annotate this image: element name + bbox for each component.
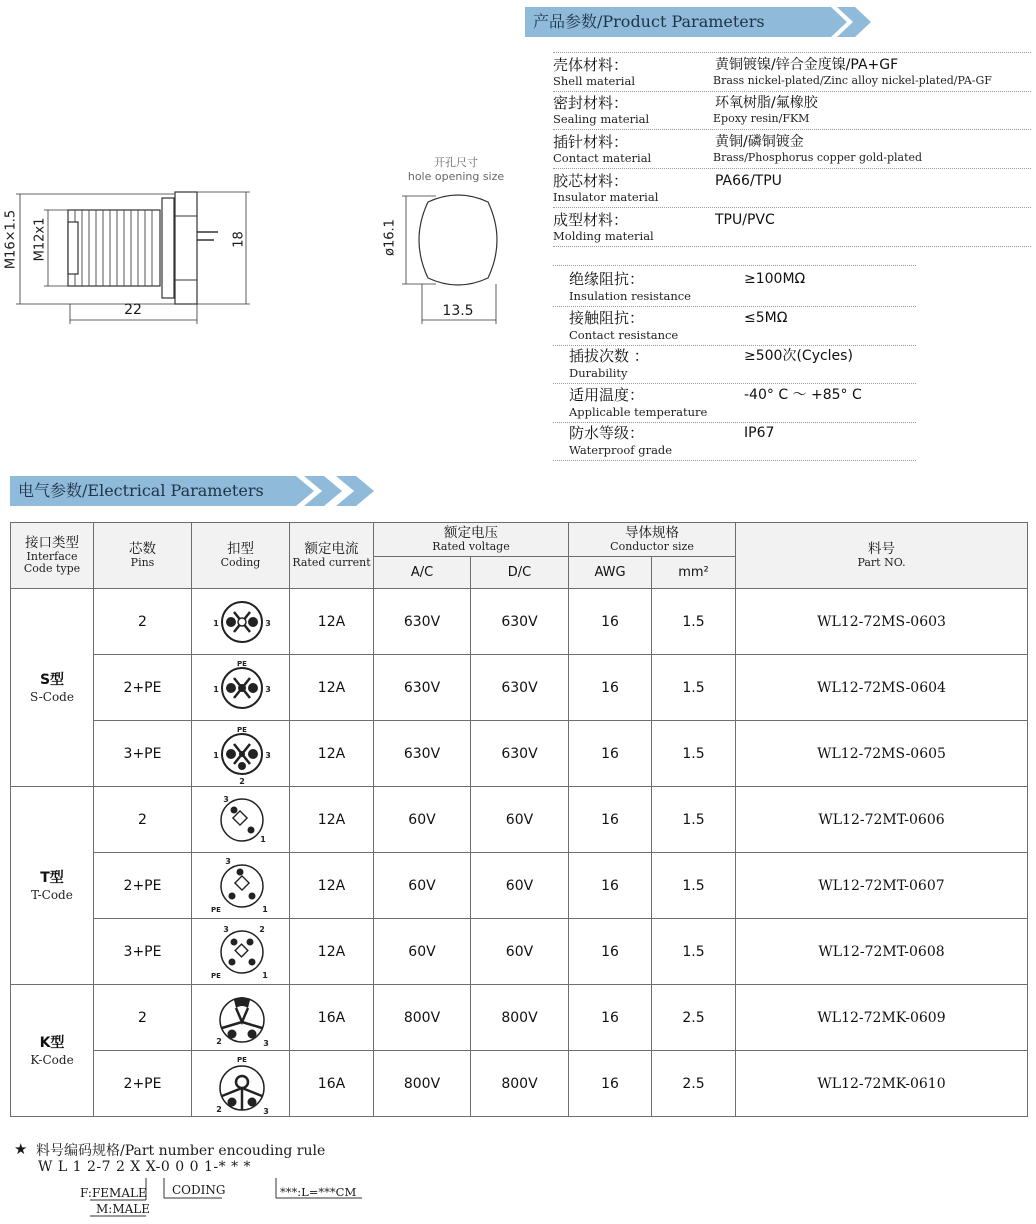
code-type-cn: S型 xyxy=(39,671,65,688)
product-param-label-en: Shell material xyxy=(553,74,635,88)
dim-m12: M12x1 xyxy=(32,217,48,262)
part-no-cell: WL12-72MK-0609 xyxy=(736,985,1028,1051)
coding-pin-icon xyxy=(192,722,292,786)
svg-text:2: 2 xyxy=(259,924,265,934)
electrical-parameters-title: 电气参数/Electrical Parameters xyxy=(18,481,264,500)
product-param-value: 黄铜/磷铜镀金 xyxy=(715,134,804,150)
svg-text:3: 3 xyxy=(223,794,229,804)
mm2-cell: 1.5 xyxy=(652,655,736,721)
svg-text:3: 3 xyxy=(265,750,271,760)
part-no-cell: WL12-72MK-0610 xyxy=(736,1051,1028,1117)
table-row xyxy=(11,721,1028,787)
dc-voltage-cell: 60V xyxy=(471,853,569,919)
ac-voltage-cell: 630V xyxy=(374,721,471,787)
banner-arrows-icon xyxy=(10,476,390,506)
product-param-label-en: Contact material xyxy=(553,151,652,165)
svg-text:2: 2 xyxy=(239,776,245,786)
dc-voltage-cell: 60V xyxy=(471,919,569,985)
code-type-en: K-Code xyxy=(30,1052,74,1067)
svg-text:PE: PE xyxy=(211,905,221,914)
performance-param-label-en: Contact resistance xyxy=(569,328,679,342)
current-cell: 12A xyxy=(290,853,374,919)
interface-type-cell xyxy=(11,787,94,985)
connector-drawing xyxy=(0,180,260,330)
mm2-cell: 2.5 xyxy=(652,985,736,1051)
svg-text:PE: PE xyxy=(237,1055,247,1064)
dc-voltage-cell: 630V xyxy=(471,655,569,721)
svg-text:3: 3 xyxy=(265,618,271,628)
pins-cell: 2+PE xyxy=(94,853,192,919)
current-cell: 12A xyxy=(290,787,374,853)
product-parameters-title: 产品参数/Product Parameters xyxy=(533,12,765,31)
mm2-cell: 1.5 xyxy=(652,853,736,919)
awg-cell: 16 xyxy=(569,589,652,655)
header-part-no: 料号 Part NO. xyxy=(736,523,1028,589)
coding-cell xyxy=(192,919,290,985)
dim-16-1: ø16.1 xyxy=(382,219,398,256)
ac-voltage-cell: 800V xyxy=(374,1051,471,1117)
table-row xyxy=(11,589,1028,655)
coding-cell xyxy=(192,1051,290,1117)
code-type-cn: K型 xyxy=(39,1034,65,1051)
product-param-value-en: Brass/Phosphorus copper gold-plated xyxy=(713,151,923,164)
svg-text:PE: PE xyxy=(237,659,247,668)
encoding-female: F:FEMALE xyxy=(80,1186,147,1200)
product-param-value: PA66/TPU xyxy=(715,173,782,189)
product-parameters-banner xyxy=(525,7,885,37)
header-ac: A/C xyxy=(374,557,471,589)
encoding-rule xyxy=(0,1138,420,1224)
product-param-label: 壳体材料： xyxy=(553,56,629,74)
header-rated-current: 额定电流 Rated current xyxy=(290,523,374,589)
mm2-cell: 1.5 xyxy=(652,919,736,985)
dim-18: 18 xyxy=(231,231,247,248)
svg-text:PE: PE xyxy=(237,725,247,734)
part-no-cell: WL12-72MT-0606 xyxy=(736,787,1028,853)
ac-voltage-cell: 630V xyxy=(374,655,471,721)
encoding-length: ***:L=***CM xyxy=(280,1185,357,1199)
coding-pin-icon xyxy=(192,590,292,654)
dim-13-5: 13.5 xyxy=(442,303,474,319)
awg-cell: 16 xyxy=(569,985,652,1051)
header-mm2: mm² xyxy=(652,557,736,589)
performance-param-value: ≤5MΩ xyxy=(744,310,788,326)
encoding-title: 料号编码规格/Part number encouding rule xyxy=(36,1143,326,1159)
header-dc: D/C xyxy=(471,557,569,589)
pins-cell: 2 xyxy=(94,589,192,655)
product-param-label-en: Insulator material xyxy=(553,190,659,204)
svg-text:2: 2 xyxy=(216,1036,222,1046)
banner-arrows-icon xyxy=(525,7,885,37)
coding-pin-icon xyxy=(192,788,292,852)
interface-type-cell xyxy=(11,985,94,1117)
svg-text:3: 3 xyxy=(263,1038,269,1048)
performance-param-label: 插拔次数 ： xyxy=(569,347,649,365)
performance-param-label: 绝缘阻抗： xyxy=(569,270,645,288)
part-no-cell: WL12-72MS-0603 xyxy=(736,589,1028,655)
ac-voltage-cell: 60V xyxy=(374,853,471,919)
encoding-code: W L 1 2-7 2 X X-0 0 0 1-* * * xyxy=(38,1159,252,1175)
coding-pin-icon xyxy=(192,854,292,918)
performance-param-label-en: Durability xyxy=(569,366,628,380)
interface-type-cell xyxy=(11,589,94,787)
header-conductor-size: 导体规格 Conductor size xyxy=(569,523,736,557)
product-param-label: 胶芯材料： xyxy=(553,172,629,190)
product-param-label: 成型材料： xyxy=(553,211,629,229)
svg-text:1: 1 xyxy=(260,834,266,844)
table-row xyxy=(11,1051,1028,1117)
product-param-value: 黄铜镀镍/锌合金度镍/PA+GF xyxy=(715,57,899,73)
electrical-parameters-banner xyxy=(10,476,390,506)
mm2-cell: 2.5 xyxy=(652,1051,736,1117)
performance-param-value: IP67 xyxy=(744,425,775,441)
table-row xyxy=(11,853,1028,919)
ac-voltage-cell: 800V xyxy=(374,985,471,1051)
awg-cell: 16 xyxy=(569,1051,652,1117)
part-no-cell: WL12-72MS-0605 xyxy=(736,721,1028,787)
awg-cell: 16 xyxy=(569,787,652,853)
header-interface-type: 接口类型 Interface Code type xyxy=(11,523,94,589)
ac-voltage-cell: 60V xyxy=(374,787,471,853)
table-row xyxy=(11,787,1028,853)
performance-param-value: -40° C ～ +85° C xyxy=(744,387,862,403)
pins-cell: 2+PE xyxy=(94,655,192,721)
code-type-en: T-Code xyxy=(31,887,73,902)
coding-pin-icon xyxy=(192,986,292,1050)
product-param-value: TPU/PVC xyxy=(715,212,775,228)
pins-cell: 2+PE xyxy=(94,1051,192,1117)
svg-text:3: 3 xyxy=(265,684,271,694)
performance-param-label-en: Insulation resistance xyxy=(569,289,691,303)
coding-cell xyxy=(192,721,290,787)
current-cell: 12A xyxy=(290,589,374,655)
hole-opening-drawing xyxy=(376,150,526,330)
mm2-cell: 1.5 xyxy=(652,787,736,853)
svg-text:2: 2 xyxy=(216,1104,222,1114)
coding-cell xyxy=(192,853,290,919)
performance-param-label-en: Waterproof grade xyxy=(569,443,673,457)
pins-cell: 2 xyxy=(94,787,192,853)
coding-pin-icon xyxy=(192,656,292,720)
svg-text:1: 1 xyxy=(213,750,219,760)
mm2-cell: 1.5 xyxy=(652,721,736,787)
product-param-label: 密封材料： xyxy=(553,94,629,112)
encoding-brackets xyxy=(0,1138,420,1224)
coding-cell xyxy=(192,985,290,1051)
performance-param-value: ≥500次(Cycles) xyxy=(744,348,853,364)
svg-text:PE: PE xyxy=(211,971,221,980)
svg-text:3: 3 xyxy=(263,1106,269,1116)
current-cell: 12A xyxy=(290,655,374,721)
dim-m16: M16×1.5 xyxy=(3,209,19,270)
svg-text:1: 1 xyxy=(213,684,219,694)
dc-voltage-cell: 630V xyxy=(471,589,569,655)
current-cell: 16A xyxy=(290,985,374,1051)
dim-22: 22 xyxy=(124,302,142,318)
mm2-cell: 1.5 xyxy=(652,589,736,655)
awg-cell: 16 xyxy=(569,721,652,787)
product-param-label: 插针材料： xyxy=(553,133,629,151)
ac-voltage-cell: 60V xyxy=(374,919,471,985)
performance-param-label-en: Applicable temperature xyxy=(569,405,708,419)
awg-cell: 16 xyxy=(569,853,652,919)
product-param-value-en: Brass nickel-plated/Zinc alloy nickel-plated/PA-GF xyxy=(713,74,992,87)
performance-param-value: ≥100MΩ xyxy=(744,271,806,287)
hole-title-en: hole opening size xyxy=(407,170,505,183)
product-param-label-en: Sealing material xyxy=(553,112,650,126)
svg-text:1: 1 xyxy=(262,904,268,914)
coding-cell xyxy=(192,589,290,655)
header-coding: 扣型 Coding xyxy=(192,523,290,589)
pins-cell: 3+PE xyxy=(94,721,192,787)
encoding-coding: CODING xyxy=(172,1183,226,1197)
pins-cell: 3+PE xyxy=(94,919,192,985)
product-param-value-en: Epoxy resin/FKM xyxy=(713,112,810,125)
code-type-cn: T型 xyxy=(40,869,64,886)
ac-voltage-cell: 630V xyxy=(374,589,471,655)
part-no-cell: WL12-72MS-0604 xyxy=(736,655,1028,721)
performance-param-label: 接触阻抗： xyxy=(569,309,645,327)
product-param-value: 环氧树脂/氟橡胶 xyxy=(715,95,818,111)
performance-param-label: 适用温度： xyxy=(569,386,645,404)
current-cell: 12A xyxy=(290,919,374,985)
star-icon: ★ xyxy=(14,1140,28,1158)
performance-param-label: 防水等级： xyxy=(569,424,645,442)
table-row xyxy=(11,919,1028,985)
header-awg: AWG xyxy=(569,557,652,589)
coding-pin-icon xyxy=(192,920,292,984)
dc-voltage-cell: 630V xyxy=(471,721,569,787)
part-no-cell: WL12-72MT-0608 xyxy=(736,919,1028,985)
svg-text:1: 1 xyxy=(262,970,268,980)
header-pins: 芯数 Pins xyxy=(94,523,192,589)
awg-cell: 16 xyxy=(569,919,652,985)
dc-voltage-cell: 800V xyxy=(471,1051,569,1117)
hole-title-cn: 开孔尺寸 xyxy=(434,156,478,169)
coding-cell xyxy=(192,655,290,721)
pins-cell: 2 xyxy=(94,985,192,1051)
table-row xyxy=(11,985,1028,1051)
svg-text:3: 3 xyxy=(223,924,229,934)
dc-voltage-cell: 60V xyxy=(471,787,569,853)
current-cell: 16A xyxy=(290,1051,374,1117)
awg-cell: 16 xyxy=(569,655,652,721)
current-cell: 12A xyxy=(290,721,374,787)
product-param-label-en: Molding material xyxy=(553,229,654,243)
header-rated-voltage: 额定电压 Rated voltage xyxy=(374,523,569,557)
electrical-parameters-table xyxy=(10,522,1028,1117)
coding-pin-icon xyxy=(192,1052,292,1116)
dc-voltage-cell: 800V xyxy=(471,985,569,1051)
table-row xyxy=(11,655,1028,721)
part-no-cell: WL12-72MT-0607 xyxy=(736,853,1028,919)
code-type-en: S-Code xyxy=(30,689,74,704)
svg-text:1: 1 xyxy=(213,618,219,628)
coding-cell xyxy=(192,787,290,853)
encoding-male: M:MALE xyxy=(96,1202,151,1216)
svg-text:3: 3 xyxy=(225,856,231,866)
